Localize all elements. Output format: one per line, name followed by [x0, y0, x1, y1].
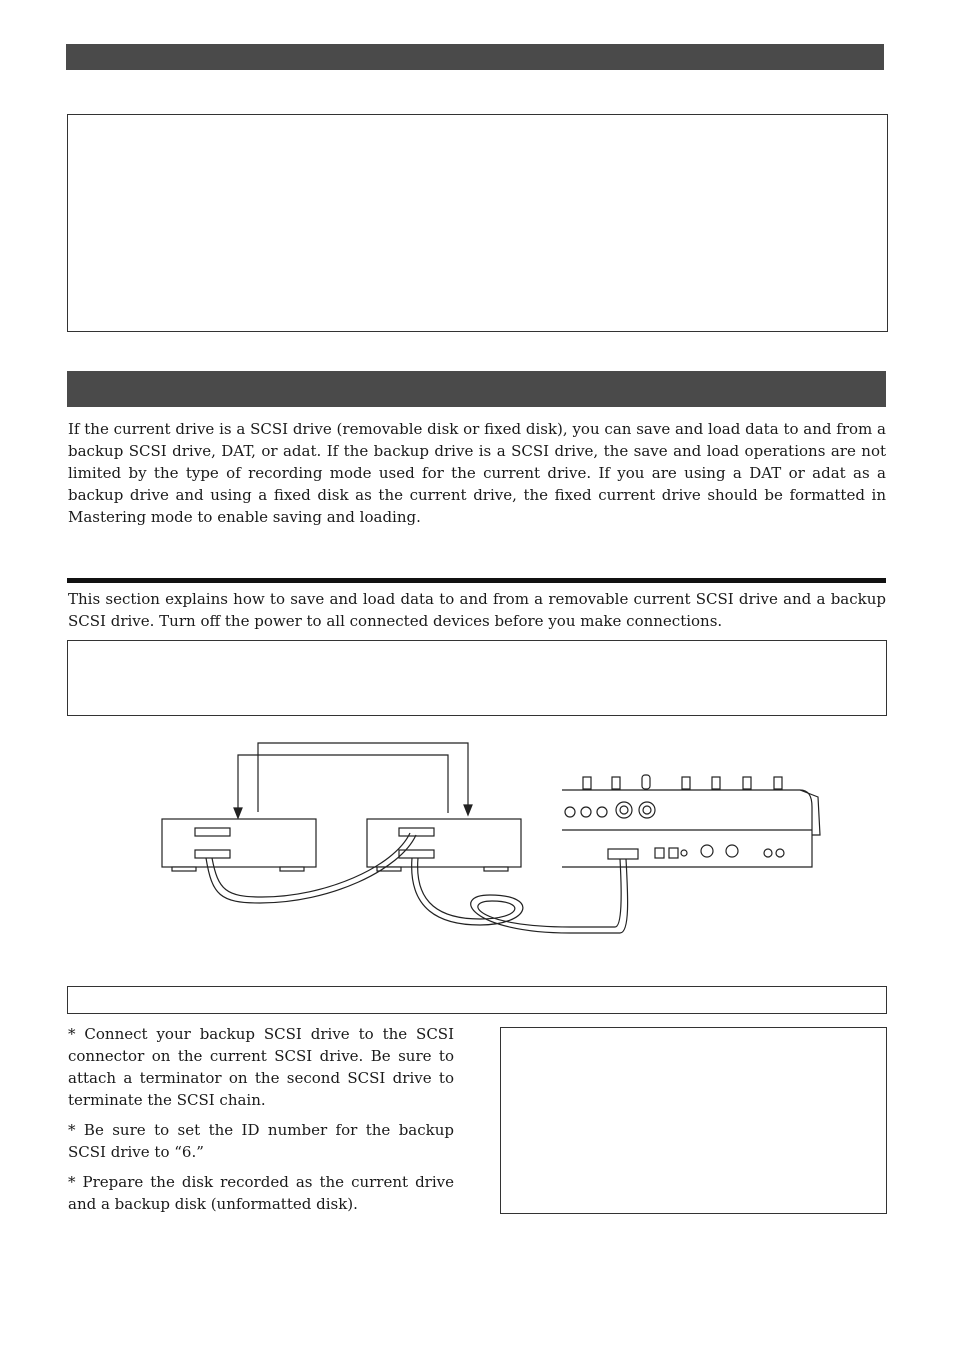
current-scsi-drive: [367, 819, 521, 871]
setup-notes: [68, 1023, 454, 1223]
note-item: * Connect your backup SCSI drive to the SCSI connector on the current SCSI drive. Be sure to attach a terminator on the second SCSI drive to terminate the SCSI chain.: [68, 1025, 454, 1109]
recorder-cable: [412, 858, 628, 933]
scsi-cable-arrows: [234, 743, 472, 818]
top-header-bar: [66, 44, 884, 70]
top-jacks: [583, 775, 782, 789]
subsection-rule: [67, 578, 886, 583]
note-item: * Prepare the disk recorded as the current drive and a backup disk (unformatted disk).: [68, 1173, 454, 1213]
backup-scsi-drive: [162, 819, 316, 871]
intro-paragraph: If the current drive is a SCSI drive (removable disk or fixed disk), you can save and load data to and from a backup SCSI drive, DAT, or adat. If the backup drive is a SCSI drive, the save and load operations are not limited by the type of recording mode used for the current drive. If you are using a DAT or adat as a backup drive and using a fixed disk as the current drive, the fixed current drive should be formatted in Mastering mode to enable saving and loading.: [68, 420, 886, 526]
note-item: * Be sure to set the ID number for the backup SCSI drive to “6.”: [68, 1121, 454, 1161]
info-box-middle: [67, 640, 887, 716]
section-paragraph: This section explains how to save and load data to and from a removable current SCSI drive and a backup SCSI drive. Turn off the power to all connected devices before you make connections.: [68, 590, 886, 630]
section-header-bar: [67, 371, 886, 407]
connection-diagram: [150, 735, 830, 940]
recorder-rear-panel: [562, 775, 820, 867]
panel-connectors: [608, 845, 784, 859]
diagram-caption-box: [67, 986, 887, 1014]
panel-knobs: [565, 802, 655, 818]
info-box-bottom: [500, 1027, 887, 1214]
info-box-top: [67, 114, 888, 332]
